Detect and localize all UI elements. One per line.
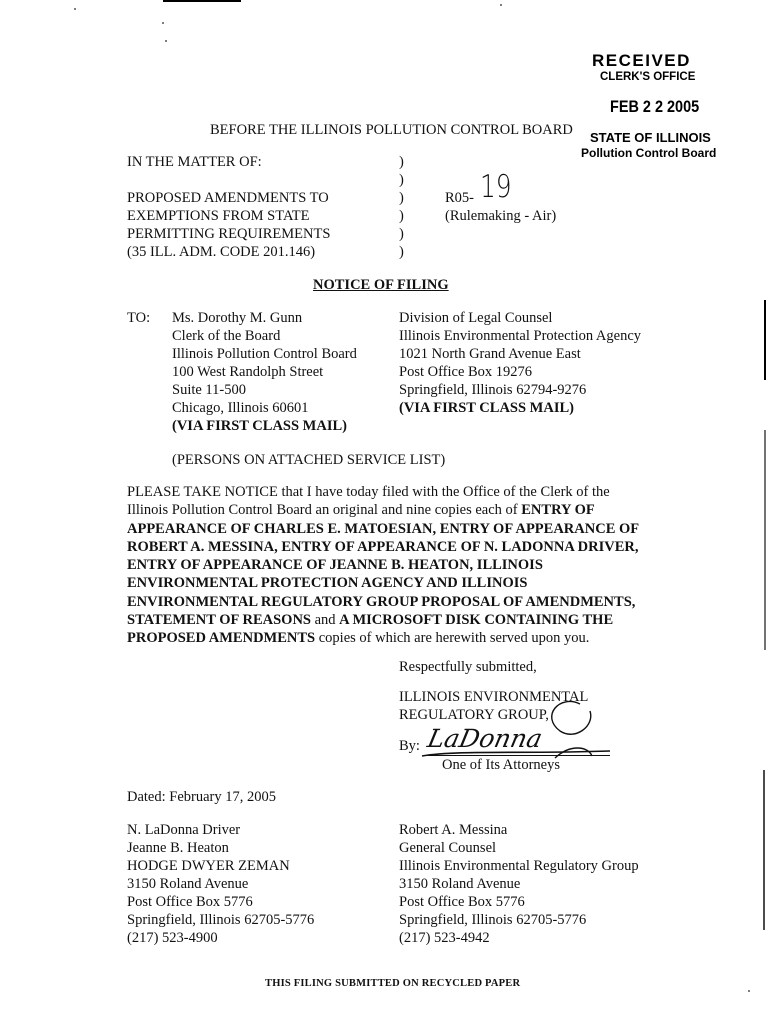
scan-speck — [74, 8, 76, 10]
case-number-handwritten: 19 — [480, 169, 512, 205]
recipient-line: 1021 North Grand Avenue East — [399, 346, 581, 362]
body-line: PLEASE TAKE NOTICE that I have today filed with the Office of the Clerk of the — [127, 484, 610, 500]
body-bold-text: PROPOSED AMENDMENTS — [127, 630, 316, 647]
service-list-note: (PERSONS ON ATTACHED SERVICE LIST) — [172, 452, 446, 468]
recycled-paper-note: THIS FILING SUBMITTED ON RECYCLED PAPER — [265, 978, 521, 989]
scan-right-edge-mid — [764, 430, 766, 650]
recipient-line: Division of Legal Counsel — [399, 310, 553, 326]
address-line: Illinois Environmental Regulatory Group — [399, 858, 639, 874]
caption-line: PROPOSED AMENDMENTS TO — [127, 190, 329, 206]
address-line: (217) 523-4942 — [399, 930, 490, 946]
address-line: Robert A. Messina — [399, 822, 508, 838]
body-text: Illinois Pollution Control Board an original and nine copies each of — [127, 502, 522, 519]
bracket: ) — [399, 244, 404, 260]
recipient-right-via: (VIA FIRST CLASS MAIL) — [399, 400, 574, 416]
address-line: Post Office Box 5776 — [399, 894, 525, 910]
address-line: Springfield, Illinois 62705-5776 — [127, 912, 315, 928]
stamp-office: CLERK'S OFFICE — [600, 71, 696, 83]
body-line: ENVIRONMENTAL REGULATORY GROUP PROPOSAL OF AMENDMENTS, — [127, 593, 636, 610]
case-prefix: R05- — [445, 190, 474, 206]
body-text: copies of which are herewith served upon you. — [315, 630, 590, 647]
recipient-line: Illinois Environmental Protection Agency — [399, 328, 642, 344]
address-line: (217) 523-4900 — [127, 930, 218, 946]
bracket: ) — [399, 172, 404, 188]
body-line: ENTRY OF APPEARANCE OF JEANNE B. HEATON, ILLINOIS — [127, 557, 543, 574]
body-line: ROBERT A. MESSINA, ENTRY OF APPEARANCE OF N. LADONNA DRIVER, — [127, 538, 639, 555]
signature-org-line2: REGULATORY GROUP, — [399, 707, 549, 723]
recipient-line: Post Office Box 19276 — [399, 364, 533, 380]
body-bold-text: A MICROSOFT DISK CONTAINING THE — [339, 612, 614, 629]
recipient-line: Chicago, Illinois 60601 — [172, 400, 309, 416]
body-bold-text: STATEMENT OF REASONS — [127, 612, 311, 629]
matter-caption — [127, 189, 330, 261]
scan-speck — [748, 990, 750, 992]
signature-by: By: — [399, 738, 420, 754]
address-line: HODGE DWYER ZEMAN — [127, 858, 290, 874]
address-line: Post Office Box 5776 — [127, 894, 253, 910]
body-line — [127, 611, 647, 629]
recipient-left — [172, 309, 357, 435]
caption-line: (35 ILL. ADM. CODE 201.146) — [127, 244, 316, 260]
scan-speck — [500, 4, 502, 6]
footer-right-address — [399, 821, 639, 947]
stamp-board: Pollution Control Board — [581, 146, 717, 160]
recipient-line: Illinois Pollution Control Board — [172, 346, 357, 362]
recipient-left-via: (VIA FIRST CLASS MAIL) — [172, 418, 347, 434]
closing: Respectfully submitted, — [399, 659, 537, 675]
address-line: Jeanne B. Heaton — [127, 840, 229, 856]
body-line — [127, 501, 647, 519]
bracket: ) — [399, 190, 404, 206]
address-line: N. LaDonna Driver — [127, 822, 241, 838]
bracket: ) — [399, 226, 404, 242]
caption-brackets — [399, 153, 404, 261]
recipient-line: Springfield, Illinois 62794-9276 — [399, 382, 587, 398]
bracket: ) — [399, 154, 404, 170]
stamp-received: RECEIVED — [592, 51, 691, 70]
scan-speck — [162, 22, 164, 24]
address-line: General Counsel — [399, 840, 497, 856]
scan-speck — [165, 40, 167, 42]
dated-line: Dated: February 17, 2005 — [127, 789, 276, 805]
notice-title: NOTICE OF FILING — [313, 277, 449, 293]
body-text: and — [310, 612, 340, 629]
address-line: 3150 Roland Avenue — [399, 876, 521, 892]
stamp-state: STATE OF ILLINOIS — [590, 130, 711, 145]
matter-label: IN THE MATTER OF: — [127, 154, 262, 170]
signature-handwritten: LaDonna — [425, 724, 545, 753]
caption-line: PERMITTING REQUIREMENTS — [127, 226, 331, 242]
notice-body — [127, 483, 647, 648]
signature-role: One of Its Attorneys — [442, 757, 560, 773]
recipient-right — [399, 309, 641, 417]
to-label: TO: — [127, 310, 151, 326]
recipient-line: Suite 11-500 — [172, 382, 246, 398]
recipient-line: Clerk of the Board — [172, 328, 281, 344]
scan-top-mark — [163, 0, 241, 2]
footer-left-address — [127, 821, 314, 947]
address-line: 3150 Roland Avenue — [127, 876, 249, 892]
case-type: (Rulemaking - Air) — [445, 208, 557, 224]
scan-right-edge-top — [764, 300, 766, 380]
recipient-line: Ms. Dorothy M. Gunn — [172, 310, 303, 326]
recipient-line: 100 West Randolph Street — [172, 364, 324, 380]
stamp-date: FEB 2 2 2005 — [610, 97, 700, 116]
signature-org-line1: ILLINOIS ENVIRONMENTAL — [399, 689, 589, 705]
scan-right-edge-bottom — [763, 770, 765, 930]
caption-line: EXEMPTIONS FROM STATE — [127, 208, 310, 224]
bracket: ) — [399, 208, 404, 224]
body-line: ENVIRONMENTAL PROTECTION AGENCY AND ILLINOIS — [127, 575, 528, 592]
address-line: Springfield, Illinois 62705-5776 — [399, 912, 587, 928]
body-line: APPEARANCE OF CHARLES E. MATOESIAN, ENTRY OF APPEARANCE OF — [127, 520, 640, 537]
body-line — [127, 629, 647, 647]
document-header: BEFORE THE ILLINOIS POLLUTION CONTROL BOARD — [210, 122, 573, 138]
body-bold-text: ENTRY OF — [521, 502, 595, 519]
